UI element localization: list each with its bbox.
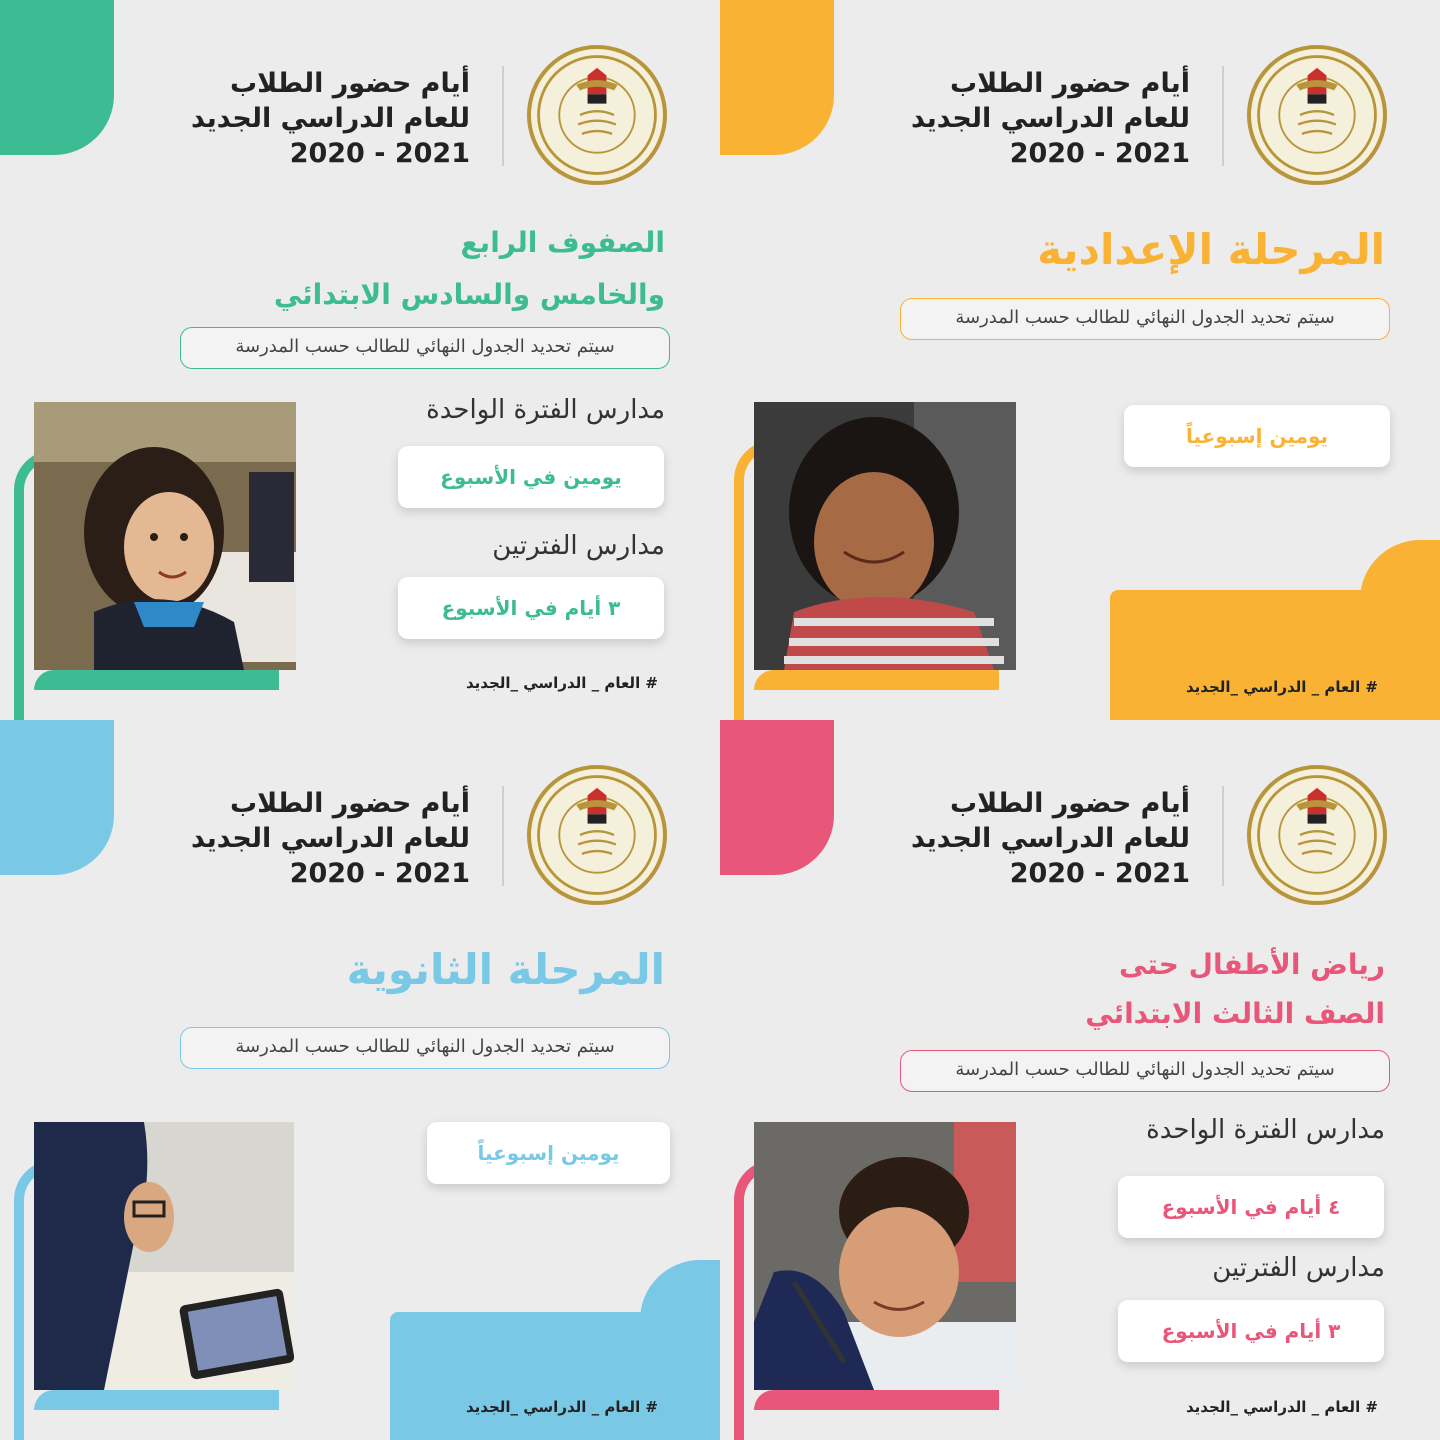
corner-accent <box>0 0 114 155</box>
header-line1: أيام حضور الطلاب <box>950 788 1190 819</box>
bottom-accent-block <box>390 1312 720 1440</box>
header-year: 2020 - 2021 <box>1009 138 1190 169</box>
header-divider <box>502 66 504 166</box>
header-line1: أيام حضور الطلاب <box>950 68 1190 99</box>
stage-title: المرحلة الثانوية <box>346 945 665 994</box>
header-title <box>130 786 470 891</box>
header-line2: للعام الدراسي الجديد <box>191 103 470 134</box>
header-divider <box>1222 66 1224 166</box>
photo-frame-bottom <box>34 1390 279 1410</box>
photo-frame-bottom <box>754 670 999 690</box>
single-shift-value: يومين في الأسبوع <box>398 446 664 508</box>
attendance-value: يومين إسبوعياً <box>1124 405 1390 467</box>
ministry-seal-icon <box>527 45 667 185</box>
stage-title-line1: الصفوف الرابع <box>460 226 665 259</box>
schedule-note: سيتم تحديد الجدول النهائي للطالب حسب المدرسة <box>900 298 1390 340</box>
schedule-note: سيتم تحديد الجدول النهائي للطالب حسب المدرسة <box>180 1027 670 1069</box>
header-divider <box>502 786 504 886</box>
header-line1: أيام حضور الطلاب <box>230 788 470 819</box>
schedule-note: سيتم تحديد الجدول النهائي للطالب حسب المدرسة <box>180 327 670 369</box>
header-year: 2020 - 2021 <box>1009 858 1190 889</box>
panel-primary-upper <box>0 0 720 720</box>
single-shift-label: مدارس الفترة الواحدة <box>1146 1115 1385 1145</box>
stage-title-line2: الصف الثالث الابتدائي <box>1085 997 1385 1030</box>
attendance-value: يومين إسبوعياً <box>427 1122 670 1184</box>
ministry-seal-icon <box>527 765 667 905</box>
panel-preparatory <box>720 0 1440 720</box>
bottom-accent-block <box>1110 590 1440 720</box>
header-line2: للعام الدراسي الجديد <box>911 823 1190 854</box>
hashtag: # العام _ الدراسي _الجديد <box>1185 1398 1378 1416</box>
corner-accent <box>720 720 834 875</box>
header-year: 2020 - 2021 <box>289 138 470 169</box>
single-shift-value: ٤ أيام في الأسبوع <box>1118 1176 1384 1238</box>
stage-title-line1: رياض الأطفال حتى <box>1118 948 1385 981</box>
photo-girl-writing <box>754 402 1016 670</box>
hashtag: # العام _ الدراسي _الجديد <box>465 674 658 692</box>
header-title <box>850 66 1190 171</box>
header-title <box>850 786 1190 891</box>
header-line1: أيام حضور الطلاب <box>230 68 470 99</box>
stage-title-line2: والخامس والسادس الابتدائي <box>273 278 665 311</box>
ministry-seal-icon <box>1247 45 1387 185</box>
bottom-accent-curve <box>1360 540 1440 600</box>
single-shift-label: مدارس الفترة الواحدة <box>426 395 665 425</box>
ministry-seal-icon <box>1247 765 1387 905</box>
header-line2: للعام الدراسي الجديد <box>191 823 470 854</box>
corner-accent <box>0 720 114 875</box>
header-line2: للعام الدراسي الجديد <box>911 103 1190 134</box>
photo-smiling-girl <box>34 402 296 670</box>
photo-frame-bottom <box>754 1390 999 1410</box>
photo-student-tablet <box>34 1122 294 1390</box>
panel-kindergarten <box>720 720 1440 1440</box>
schedule-note: سيتم تحديد الجدول النهائي للطالب حسب المدرسة <box>900 1050 1390 1092</box>
double-shift-value: ٣ أيام في الأسبوع <box>398 577 664 639</box>
double-shift-label: مدارس الفترتين <box>492 531 665 561</box>
header-divider <box>1222 786 1224 886</box>
corner-accent <box>720 0 834 155</box>
photo-boy-writing <box>754 1122 1016 1390</box>
header-title <box>130 66 470 171</box>
double-shift-label: مدارس الفترتين <box>1212 1253 1385 1283</box>
stage-title: المرحلة الإعدادية <box>1037 225 1385 274</box>
double-shift-value: ٣ أيام في الأسبوع <box>1118 1300 1384 1362</box>
hashtag: # العام _ الدراسي _الجديد <box>465 1398 658 1416</box>
hashtag: # العام _ الدراسي _الجديد <box>1185 678 1378 696</box>
header-year: 2020 - 2021 <box>289 858 470 889</box>
photo-frame-bottom <box>34 670 279 690</box>
panel-secondary <box>0 720 720 1440</box>
bottom-accent-curve <box>640 1260 720 1320</box>
